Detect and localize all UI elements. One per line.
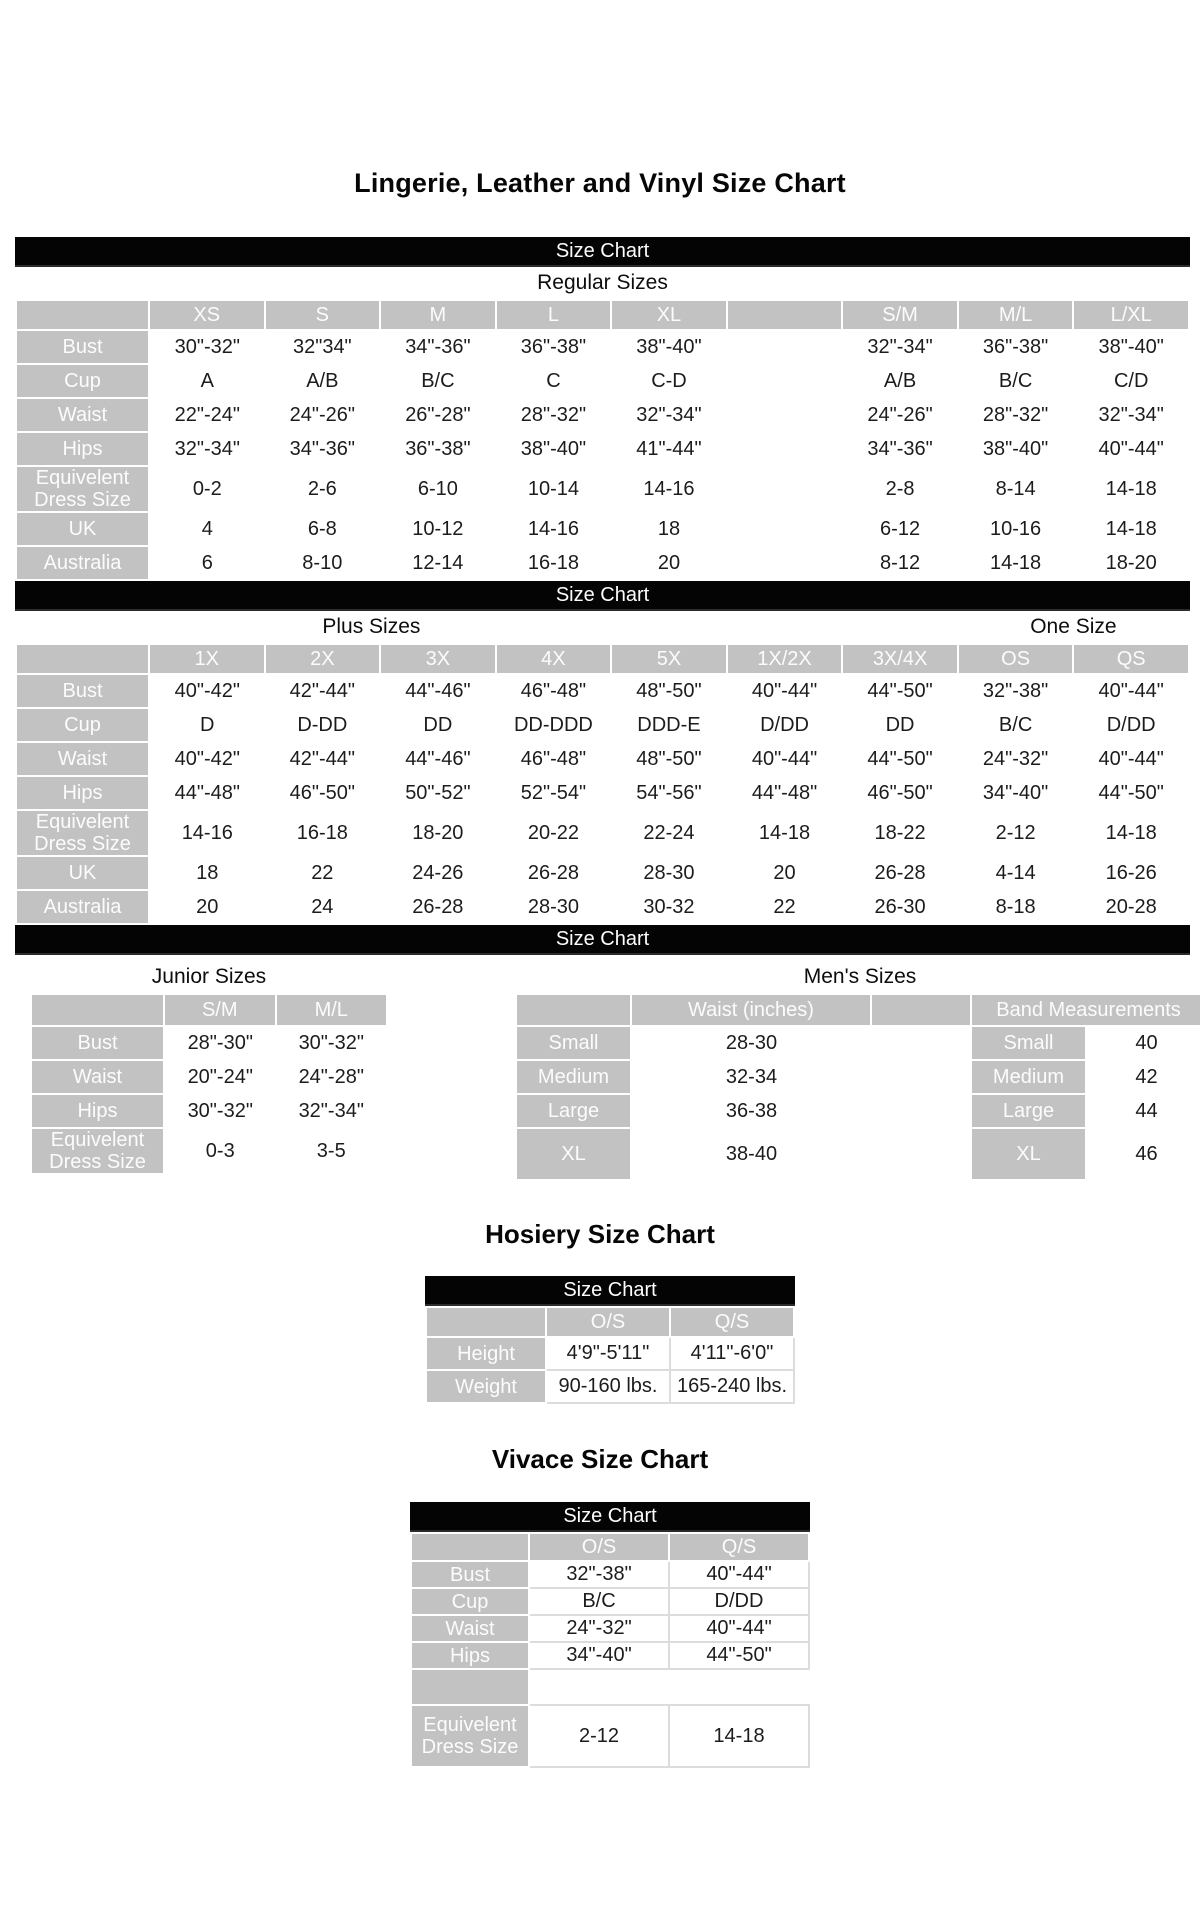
plus-header-row <box>16 644 1189 674</box>
table-row <box>411 1642 809 1669</box>
cell: 40"-44" <box>1073 674 1189 708</box>
cell: 6-10 <box>380 466 496 512</box>
regular-section-label: Regular Sizes <box>16 267 1189 300</box>
cell: 54"-56" <box>611 776 727 810</box>
cell: 2-8 <box>842 466 958 512</box>
table-row <box>16 890 1189 924</box>
cell: 32"-34" <box>842 330 958 364</box>
table-row <box>16 810 1189 856</box>
cell: 46"-48" <box>496 674 612 708</box>
vivace-block <box>410 1502 810 1768</box>
cell: 165-240 lbs. <box>670 1370 794 1403</box>
cell: 38"-40" <box>611 330 727 364</box>
hosiery-block <box>425 1276 795 1404</box>
junior-sizes-table <box>30 993 388 1175</box>
cell: 46 <box>1086 1128 1200 1180</box>
column-header <box>727 300 843 330</box>
junior-sizes-block <box>30 961 388 1175</box>
cell: 4'9"-5'11" <box>546 1337 670 1370</box>
cell: 30"-32" <box>276 1026 388 1060</box>
hosiery-header-row <box>426 1307 794 1337</box>
cell: 40"-42" <box>149 742 265 776</box>
cell: 30"-32" <box>164 1094 276 1128</box>
column-header: S/M <box>842 300 958 330</box>
size-chart-bar-vivace: Size Chart <box>410 1502 810 1532</box>
cell: 40"-44" <box>1073 432 1189 466</box>
cell: B/C <box>958 364 1074 398</box>
cell: 32"-38" <box>958 674 1074 708</box>
column-header: M/L <box>276 994 388 1026</box>
cell: 8-14 <box>958 466 1074 512</box>
column-header: 3X <box>380 644 496 674</box>
vivace-title: Vivace Size Chart <box>491 1444 709 1474</box>
table-row <box>31 1060 387 1094</box>
cell: 44 <box>1086 1094 1200 1128</box>
cell: 10-14 <box>496 466 612 512</box>
main-content <box>15 237 1190 1189</box>
vivace-header-row <box>411 1533 809 1561</box>
cell: 12-14 <box>380 546 496 580</box>
cell: 26-28 <box>842 856 958 890</box>
table-row <box>411 1615 809 1642</box>
cell: 30"-32" <box>149 330 265 364</box>
row-label: Weight <box>426 1370 546 1403</box>
column-header: QS <box>1073 644 1189 674</box>
cell: 14-18 <box>669 1705 809 1767</box>
cell: C-D <box>611 364 727 398</box>
cell: 0-2 <box>149 466 265 512</box>
cell: 22 <box>727 890 843 924</box>
column-header: 3X/4X <box>842 644 958 674</box>
table-row <box>16 364 1189 398</box>
cell: 44"-48" <box>727 776 843 810</box>
cell: DD <box>380 708 496 742</box>
row-label: Australia <box>16 890 149 924</box>
gap-cell <box>871 1026 971 1060</box>
cell: 4 <box>149 512 265 546</box>
cell: 38"-40" <box>496 432 612 466</box>
cell: DD-DDD <box>496 708 612 742</box>
cell: 32-34 <box>631 1060 871 1094</box>
cell: 24"-26" <box>265 398 381 432</box>
row-label: Equivelent Dress Size <box>16 810 149 856</box>
cell: 10-12 <box>380 512 496 546</box>
cell: 24"-26" <box>842 398 958 432</box>
cell: 34"-36" <box>842 432 958 466</box>
column-header: L/XL <box>1073 300 1189 330</box>
cell: 26-30 <box>842 890 958 924</box>
cell: 46"-50" <box>842 776 958 810</box>
table-row <box>31 1026 387 1060</box>
junior-header-row <box>31 994 387 1026</box>
cell: 32"-34" <box>276 1094 388 1128</box>
cell: 20-28 <box>1073 890 1189 924</box>
cell: 8-12 <box>842 546 958 580</box>
cell: 2-12 <box>958 810 1074 856</box>
cell: 8-10 <box>265 546 381 580</box>
table-row <box>426 1370 794 1403</box>
cell: 20 <box>611 546 727 580</box>
mens-header-row <box>516 994 1200 1026</box>
cell: 18-20 <box>380 810 496 856</box>
table-row <box>16 546 1189 580</box>
cell: 42"-44" <box>265 742 381 776</box>
cell: 2-12 <box>529 1705 669 1767</box>
table-row <box>16 398 1189 432</box>
cell: D/DD <box>669 1588 809 1615</box>
cell <box>727 432 843 466</box>
cell: D-DD <box>265 708 381 742</box>
section-gap <box>727 611 958 644</box>
cell: C <box>496 364 612 398</box>
row-label: Cup <box>16 364 149 398</box>
cell: 18 <box>611 512 727 546</box>
cell: 14-18 <box>1073 512 1189 546</box>
cell: 28-30 <box>631 1026 871 1060</box>
waist-header: Waist (inches) <box>631 994 871 1026</box>
cell: 8-18 <box>958 890 1074 924</box>
hosiery-table <box>425 1306 795 1404</box>
cell: 10-16 <box>958 512 1074 546</box>
column-header: OS <box>958 644 1074 674</box>
cell: 48"-50" <box>611 742 727 776</box>
table-row <box>516 1094 1200 1128</box>
mens-section-label: Men's Sizes <box>803 965 917 988</box>
cell: 14-16 <box>496 512 612 546</box>
column-header: Q/S <box>670 1307 794 1337</box>
cell: 32"-34" <box>611 398 727 432</box>
cell: 16-18 <box>265 810 381 856</box>
column-header: S/M <box>164 994 276 1026</box>
row-label: Medium <box>971 1060 1086 1094</box>
cell: C/D <box>1073 364 1189 398</box>
corner-cell <box>516 994 631 1026</box>
cell: 44"-46" <box>380 742 496 776</box>
table-row <box>426 1337 794 1370</box>
cell: DD <box>842 708 958 742</box>
junior-section-label: Junior Sizes <box>151 965 267 988</box>
table-row <box>16 708 1189 742</box>
column-header: 1X <box>149 644 265 674</box>
cell: 24"-32" <box>958 742 1074 776</box>
column-header: 4X <box>496 644 612 674</box>
row-label: Small <box>971 1026 1086 1060</box>
junior-mens-section <box>15 961 1190 1189</box>
cell: 42"-44" <box>265 674 381 708</box>
row-label: UK <box>16 856 149 890</box>
gap-cell <box>871 1094 971 1128</box>
cell: 32"-34" <box>149 432 265 466</box>
size-chart-bar-plus: Size Chart <box>15 581 1190 611</box>
row-label: XL <box>971 1128 1086 1180</box>
row-label: Height <box>426 1337 546 1370</box>
cell: 0-3 <box>164 1128 276 1174</box>
corner-cell <box>16 300 149 330</box>
gap-cell <box>871 1060 971 1094</box>
corner-cell <box>426 1307 546 1337</box>
cell: 40"-44" <box>669 1615 809 1642</box>
cell: 40"-44" <box>1073 742 1189 776</box>
table-row <box>16 512 1189 546</box>
row-label: Large <box>971 1094 1086 1128</box>
cell: 50"-52" <box>380 776 496 810</box>
row-label: Waist <box>16 742 149 776</box>
row-label: Cup <box>16 708 149 742</box>
cell: 28"-32" <box>958 398 1074 432</box>
cell: 20 <box>727 856 843 890</box>
cell <box>727 512 843 546</box>
cell: 20-22 <box>496 810 612 856</box>
corner-cell <box>411 1533 529 1561</box>
cell: 28"-32" <box>496 398 612 432</box>
table-row <box>16 776 1189 810</box>
size-chart-bar-hosiery: Size Chart <box>425 1276 795 1306</box>
row-label: Bust <box>16 674 149 708</box>
cell: 28-30 <box>496 890 612 924</box>
row-label: Equivelent Dress Size <box>411 1705 529 1767</box>
row-label: Medium <box>516 1060 631 1094</box>
cell: D/DD <box>727 708 843 742</box>
row-label: Hips <box>411 1642 529 1669</box>
cell: 26-28 <box>496 856 612 890</box>
cell: 6-8 <box>265 512 381 546</box>
spacer-row <box>411 1669 809 1705</box>
cell: 20 <box>149 890 265 924</box>
table-row <box>16 432 1189 466</box>
cell: 44"-46" <box>380 674 496 708</box>
cell: 36"-38" <box>380 432 496 466</box>
cell: 24 <box>265 890 381 924</box>
cell: 36"-38" <box>958 330 1074 364</box>
cell: 90-160 lbs. <box>546 1370 670 1403</box>
cell: 44"-50" <box>1073 776 1189 810</box>
column-header: O/S <box>546 1307 670 1337</box>
column-header: XL <box>611 300 727 330</box>
cell: D/DD <box>1073 708 1189 742</box>
table-row <box>16 674 1189 708</box>
regular-sizes-table <box>15 267 1190 581</box>
table-row <box>411 1588 809 1615</box>
column-header: 2X <box>265 644 381 674</box>
cell: B/C <box>380 364 496 398</box>
table-row <box>16 856 1189 890</box>
cell: 4'11"-6'0" <box>670 1337 794 1370</box>
table-row <box>516 1128 1200 1180</box>
row-label: Waist <box>31 1060 164 1094</box>
cell: 38"-40" <box>1073 330 1189 364</box>
cell: 42 <box>1086 1060 1200 1094</box>
cell: A <box>149 364 265 398</box>
cell: 40"-44" <box>727 674 843 708</box>
cell: 44"-50" <box>669 1642 809 1669</box>
cell: A/B <box>265 364 381 398</box>
cell: 40"-44" <box>727 742 843 776</box>
cell: 2-6 <box>265 466 381 512</box>
one-size-section-label: One Size <box>958 611 1189 644</box>
cell <box>727 330 843 364</box>
cell: 44"-50" <box>842 742 958 776</box>
row-label: Hips <box>16 432 149 466</box>
cell: 32"-38" <box>529 1561 669 1588</box>
row-label: Australia <box>16 546 149 580</box>
corner-cell <box>31 994 164 1026</box>
column-header: 1X/2X <box>727 644 843 674</box>
cell: A/B <box>842 364 958 398</box>
vivace-table <box>410 1532 810 1768</box>
cell: 34"-40" <box>958 776 1074 810</box>
cell: 28"-30" <box>164 1026 276 1060</box>
cell: 44"-50" <box>842 674 958 708</box>
cell: 36-38 <box>631 1094 871 1128</box>
cell: 14-18 <box>1073 466 1189 512</box>
cell: 14-18 <box>1073 810 1189 856</box>
hosiery-title: Hosiery Size Chart <box>485 1219 715 1249</box>
cell: 46"-50" <box>265 776 381 810</box>
plus-section-row <box>16 611 1189 644</box>
cell: 18-22 <box>842 810 958 856</box>
column-header: O/S <box>529 1533 669 1561</box>
cell: 22 <box>265 856 381 890</box>
table-row <box>31 1094 387 1128</box>
cell <box>727 364 843 398</box>
size-chart-bar-regular: Size Chart <box>15 237 1190 267</box>
size-chart-bar-junior-mens: Size Chart <box>15 925 1190 955</box>
table-row <box>16 742 1189 776</box>
cell: 24-26 <box>380 856 496 890</box>
row-label: Bust <box>31 1026 164 1060</box>
cell: 26-28 <box>380 890 496 924</box>
cell <box>727 546 843 580</box>
cell <box>727 466 843 512</box>
cell: 32"-34" <box>1073 398 1189 432</box>
cell: 24"-28" <box>276 1060 388 1094</box>
row-label: Waist <box>16 398 149 432</box>
row-label: Cup <box>411 1588 529 1615</box>
row-label: Waist <box>411 1615 529 1642</box>
cell: 18-20 <box>1073 546 1189 580</box>
cell: 48"-50" <box>611 674 727 708</box>
table-row <box>411 1705 809 1767</box>
table-row <box>16 330 1189 364</box>
column-header: Q/S <box>669 1533 809 1561</box>
cell: 14-16 <box>611 466 727 512</box>
cell: 34"-36" <box>265 432 381 466</box>
cell <box>727 398 843 432</box>
plus-section-label: Plus Sizes <box>16 611 727 644</box>
row-label: Equivelent Dress Size <box>31 1128 164 1174</box>
table-row <box>516 1026 1200 1060</box>
table-row <box>16 466 1189 512</box>
cell: 34"-36" <box>380 330 496 364</box>
table-row <box>31 1128 387 1174</box>
cell: D <box>149 708 265 742</box>
column-header: L <box>496 300 612 330</box>
cell: 14-18 <box>727 810 843 856</box>
cell: 26"-28" <box>380 398 496 432</box>
cell: 3-5 <box>276 1128 388 1174</box>
cell: 46"-48" <box>496 742 612 776</box>
row-label: UK <box>16 512 149 546</box>
cell: 4-14 <box>958 856 1074 890</box>
row-label: XL <box>516 1128 631 1180</box>
cell: 6-12 <box>842 512 958 546</box>
row-label: Equivelent Dress Size <box>16 466 149 512</box>
cell: DDD-E <box>611 708 727 742</box>
column-header: XS <box>149 300 265 330</box>
cell: 52"-54" <box>496 776 612 810</box>
column-header: 5X <box>611 644 727 674</box>
cell: 40"-44" <box>669 1561 809 1588</box>
cell: 40"-42" <box>149 674 265 708</box>
cell: 40 <box>1086 1026 1200 1060</box>
cell: 38-40 <box>631 1128 871 1180</box>
mens-sizes-table <box>515 993 1200 1181</box>
cell: 30-32 <box>611 890 727 924</box>
cell: 36"-38" <box>496 330 612 364</box>
mens-sizes-block <box>515 961 1200 1181</box>
cell: 16-18 <box>496 546 612 580</box>
row-label <box>411 1669 529 1705</box>
cell: 16-26 <box>1073 856 1189 890</box>
cell: 44"-48" <box>149 776 265 810</box>
column-header: S <box>265 300 381 330</box>
cell: 22"-24" <box>149 398 265 432</box>
table-row <box>411 1561 809 1588</box>
cell: 24"-32" <box>529 1615 669 1642</box>
column-header: M/L <box>958 300 1074 330</box>
cell: 14-18 <box>958 546 1074 580</box>
cell: B/C <box>529 1588 669 1615</box>
cell: 34"-40" <box>529 1642 669 1669</box>
row-label: Bust <box>411 1561 529 1588</box>
row-label: Hips <box>16 776 149 810</box>
cell: 28-30 <box>611 856 727 890</box>
regular-section-row <box>16 267 1189 300</box>
plus-sizes-table <box>15 611 1190 925</box>
column-header: M <box>380 300 496 330</box>
cell: 32"34" <box>265 330 381 364</box>
header-gap <box>871 994 971 1026</box>
band-header: Band Measurements <box>971 994 1200 1026</box>
regular-header-row <box>16 300 1189 330</box>
cell: B/C <box>958 708 1074 742</box>
cell: 22-24 <box>611 810 727 856</box>
cell: 41"-44" <box>611 432 727 466</box>
cell: 20"-24" <box>164 1060 276 1094</box>
cell: 38"-40" <box>958 432 1074 466</box>
gap-cell <box>529 1669 809 1705</box>
cell: 14-16 <box>149 810 265 856</box>
row-label: Bust <box>16 330 149 364</box>
table-row <box>516 1060 1200 1094</box>
row-label: Hips <box>31 1094 164 1128</box>
row-label: Large <box>516 1094 631 1128</box>
page-title: Lingerie, Leather and Vinyl Size Chart <box>354 168 846 198</box>
cell: 18 <box>149 856 265 890</box>
gap-cell <box>871 1128 971 1180</box>
row-label: Small <box>516 1026 631 1060</box>
corner-cell <box>16 644 149 674</box>
cell: 6 <box>149 546 265 580</box>
